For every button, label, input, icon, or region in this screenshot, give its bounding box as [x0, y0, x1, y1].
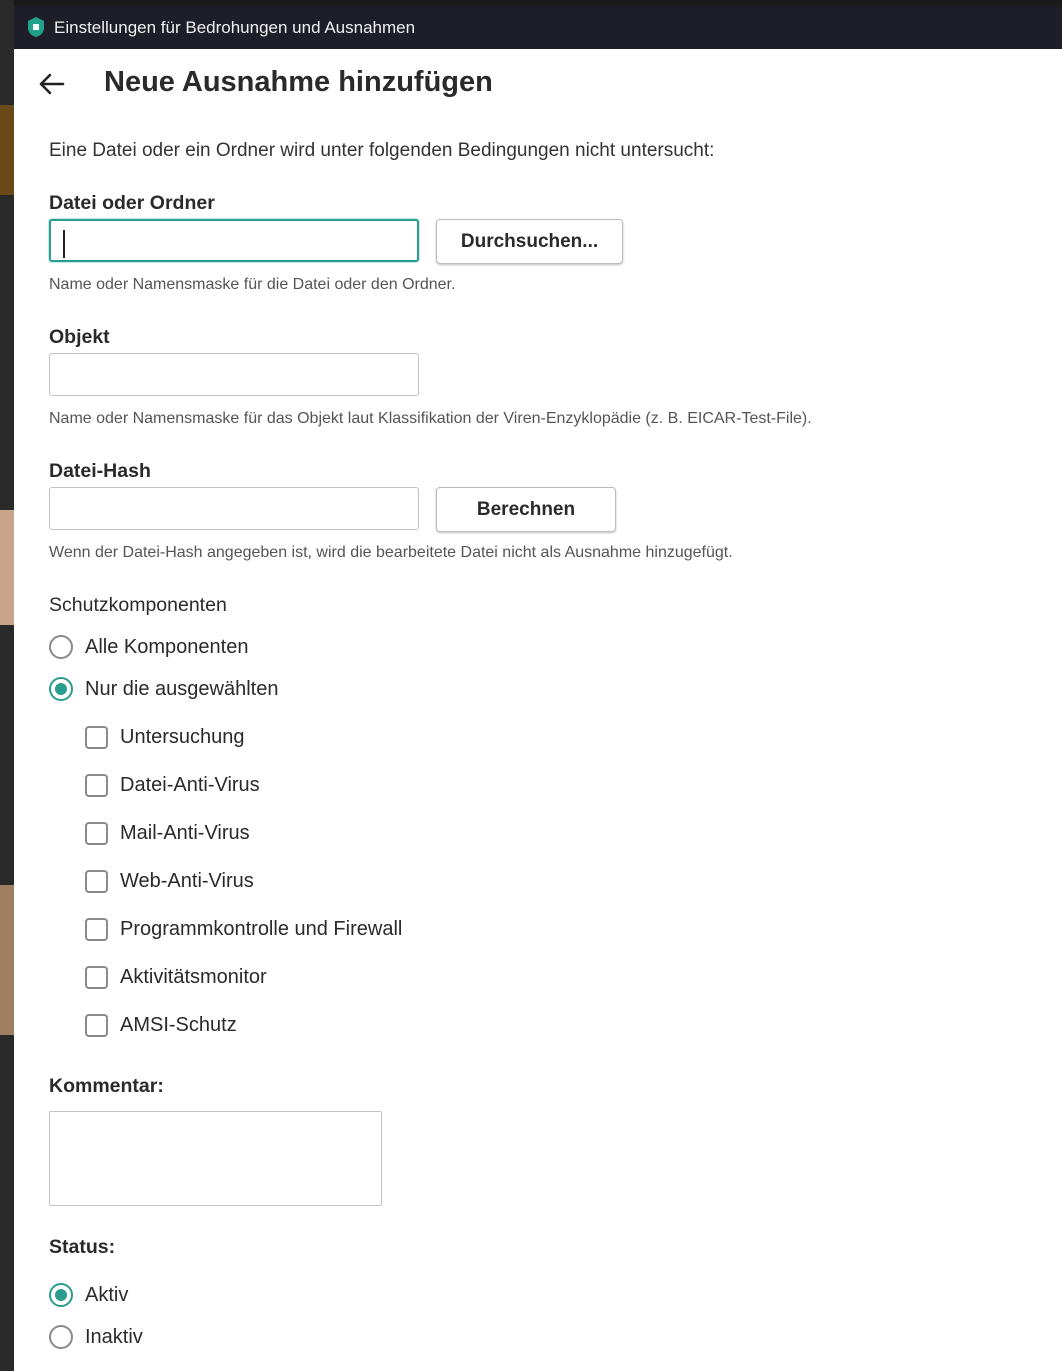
- page-title: Neue Ausnahme hinzufügen: [104, 66, 493, 98]
- kaspersky-shield-icon: [26, 16, 46, 38]
- file-or-folder-input[interactable]: [49, 219, 419, 262]
- radio-status-inactive[interactable]: [49, 1322, 143, 1352]
- checkbox-icon: [85, 1014, 108, 1037]
- radio-unchecked-icon: [49, 635, 73, 659]
- file-hash-input[interactable]: [49, 487, 419, 530]
- radio-checked-icon: [49, 1283, 73, 1307]
- calculate-button[interactable]: Berechnen: [436, 487, 616, 532]
- radio-label: Alle Komponenten: [85, 635, 249, 658]
- status-label: Status:: [49, 1236, 116, 1258]
- protection-components-label: Schutzkomponenten: [49, 594, 227, 616]
- file-hash-label: Datei-Hash: [49, 460, 151, 482]
- background-thumbnail: [0, 105, 14, 195]
- checkbox-untersuchung[interactable]: [85, 722, 245, 752]
- object-label: Objekt: [49, 326, 110, 348]
- comment-label: Kommentar:: [49, 1075, 164, 1097]
- checkbox-label: Programmkontrolle und Firewall: [120, 917, 403, 940]
- radio-label: Nur die ausgewählten: [85, 677, 279, 700]
- checkbox-icon: [85, 966, 108, 989]
- radio-all-components[interactable]: [49, 632, 248, 662]
- file-hash-hint: Wenn der Datei-Hash angegeben ist, wird die bearbeitete Datei nicht als Ausnahme hinzugefügt.: [49, 544, 733, 561]
- title-bar: [14, 6, 1062, 49]
- checkbox-icon: [85, 774, 108, 797]
- radio-checked-icon: [49, 677, 73, 701]
- file-or-folder-label: Datei oder Ordner: [49, 192, 215, 214]
- checkbox-activity-monitor[interactable]: [85, 962, 267, 992]
- checkbox-file-anti-virus[interactable]: [85, 770, 260, 800]
- file-or-folder-hint: Name oder Namensmaske für die Datei oder den Ordner.: [49, 276, 456, 293]
- checkbox-icon: [85, 726, 108, 749]
- checkbox-icon: [85, 918, 108, 941]
- window-title: Einstellungen für Bedrohungen und Ausnahmen: [54, 18, 416, 37]
- checkbox-mail-anti-virus[interactable]: [85, 818, 250, 848]
- object-input[interactable]: [49, 353, 419, 396]
- text-caret: [63, 230, 65, 258]
- radio-unchecked-icon: [49, 1325, 73, 1349]
- comment-textarea[interactable]: [49, 1111, 382, 1206]
- browse-button[interactable]: Durchsuchen...: [436, 219, 623, 264]
- checkbox-label: Datei-Anti-Virus: [120, 773, 260, 796]
- radio-label: Aktiv: [85, 1283, 129, 1306]
- checkbox-icon: [85, 822, 108, 845]
- radio-label: Inaktiv: [85, 1325, 143, 1348]
- radio-status-active[interactable]: [49, 1280, 128, 1310]
- checkbox-label: Untersuchung: [120, 725, 245, 748]
- back-arrow-icon[interactable]: [36, 70, 66, 98]
- checkbox-label: Aktivitätsmonitor: [120, 965, 267, 988]
- radio-selected-only[interactable]: [49, 674, 278, 704]
- checkbox-label: Mail-Anti-Virus: [120, 821, 250, 844]
- checkbox-web-anti-virus[interactable]: [85, 866, 254, 896]
- background-thumbnail: [0, 510, 14, 625]
- checkbox-app-control-firewall[interactable]: [85, 914, 402, 944]
- background-window-strip: [0, 0, 14, 1371]
- checkbox-icon: [85, 870, 108, 893]
- background-thumbnail: [0, 885, 14, 1035]
- checkbox-label: Web-Anti-Virus: [120, 869, 254, 892]
- object-hint: Name oder Namensmaske für das Objekt laut Klassifikation der Viren-Enzyklopädie (z. B. EICAR-Test-File).: [49, 410, 812, 427]
- intro-text: Eine Datei oder ein Ordner wird unter folgenden Bedingungen nicht untersucht:: [49, 140, 715, 161]
- checkbox-amsi-protection[interactable]: [85, 1010, 237, 1040]
- checkbox-label: AMSI-Schutz: [120, 1013, 237, 1036]
- exclusion-dialog: [14, 6, 1062, 1371]
